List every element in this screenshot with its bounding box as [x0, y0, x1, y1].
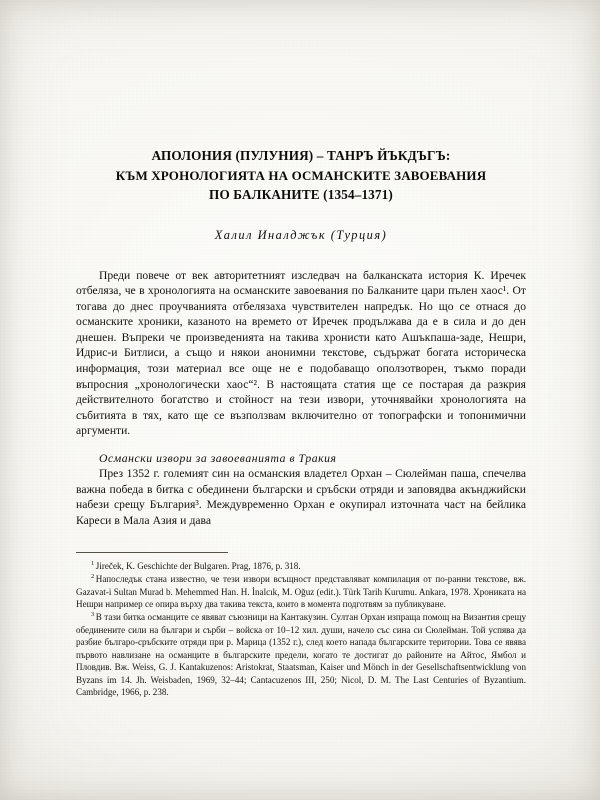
- footnote-marker-3: 3: [91, 610, 95, 618]
- footnote-2: [76, 573, 526, 611]
- title-line-2: КЪМ ХРОНОЛОГИЯТА НА ОСМАНСКИТЕ ЗАВОЕВАНИЯ: [115, 167, 487, 183]
- page-title: [76, 146, 526, 205]
- footnote-1: [76, 560, 526, 573]
- body-paragraph-2-text: През 1352 г. големият син на османския владетел Орхан – Сюлейман паша, спечелва важна победа в битка с обединени български и сръбски отряди и заповядва акънджийски набези срещу България³. Междувременно Орхан е окупирал източната част на бейлика Кареси в Мала Азия и дава: [76, 467, 526, 527]
- title-line-1: АПОЛОНИЯ (ПУЛУНИЯ) – ТАНРЪ ЙЪКДЪГЪ:: [151, 148, 451, 163]
- footnote-1-text: Jireček, K. Geschichte der Bulgaren. Prag, 1876, p. 318.: [95, 561, 301, 571]
- author-byline: Халил Иналджък (Турция): [214, 227, 388, 242]
- footnotes-section: [76, 552, 526, 699]
- page-text-column: [76, 146, 526, 528]
- body-paragraph-1-text: Преди повече от век авторитетният изследвач на балканската история К. Иречек отбеляза, че в хронологията на османските завоевания по Балканите цари пълен хаос¹. От тогава до днес проучванията отбелязаха чувствителен напредък. Но що се отнася до османските хроники, казаното на времето от Иречек продължава да е в сила и до ден днешен. Въпреки че произведенията на такива хронисти като Ашъкпаша-заде, Нешри, Идрис-и Битлиси, а също и някои анонимни текстове, съдържат богата историческа информация, този материал все още не е подобаващо оползотворен, тъкмо поради въпросния „хронологически хаос“². В настоящата статия ще се постарая да разкрия действителното богатство и стойност на тези извори, уточнявайки хронологията на събитията в тях, като ще се възползвам включително от топографски и топонимични аргументи.: [76, 268, 526, 438]
- section-heading-ottoman-sources: Османски извори за завоеванията в Тракия: [99, 452, 337, 466]
- footnote-separator-rule: [76, 552, 228, 553]
- footnote-marker-1: 1: [91, 559, 95, 567]
- footnote-2-text: Напоследък стана известно, че тези извори всъщност представляват компилация от по-ранни текстове, вж. Gazavat-i Sultan Murad b. Mehemmed Han. H. İnalcık, M. Oğuz (edit.). Türk Tarih Kurumu. Ankara, 1978. Хрониката на Нешри например се опира върху два такива текста, които в момента подготвям за публикуване.: [76, 574, 526, 609]
- footnote-3: [76, 611, 526, 699]
- footnote-3-text: В тази битка османците се явяват съюзници на Кантакузин. Султан Орхан изпраща помощ на Византия срещу обединените сили на българи и сърби – войска от 10–12 хил. души, начело със сина си Сюлейман. Той успява да разбие българо-сръбските отряди при р. Марица (1352 г.), след което напада българските територии. Това се явява първото навлизане на османците в българските предели, когато те достигат до районите на Айтос, Ямбол и Пловдив. Вж. Weiss, G. J. Kantakuzenos: Aristokrat, Staatsman, Kaiser und Mönch in der Gesellschaftsentwicklung von Byzans im 14. Jh. Weisbaden, 1969, 32–44; Cantacuzenos III, 250; Nicol, D. M. The Last Centuries of Byzantium. Cambridge, 1966, p. 238.: [76, 612, 526, 697]
- title-line-3: ПО БАЛКАНИТЕ (1354–1371): [209, 187, 393, 202]
- body-paragraph-2: [76, 466, 526, 528]
- body-paragraph-1: [76, 268, 526, 440]
- footnote-marker-2: 2: [91, 572, 95, 580]
